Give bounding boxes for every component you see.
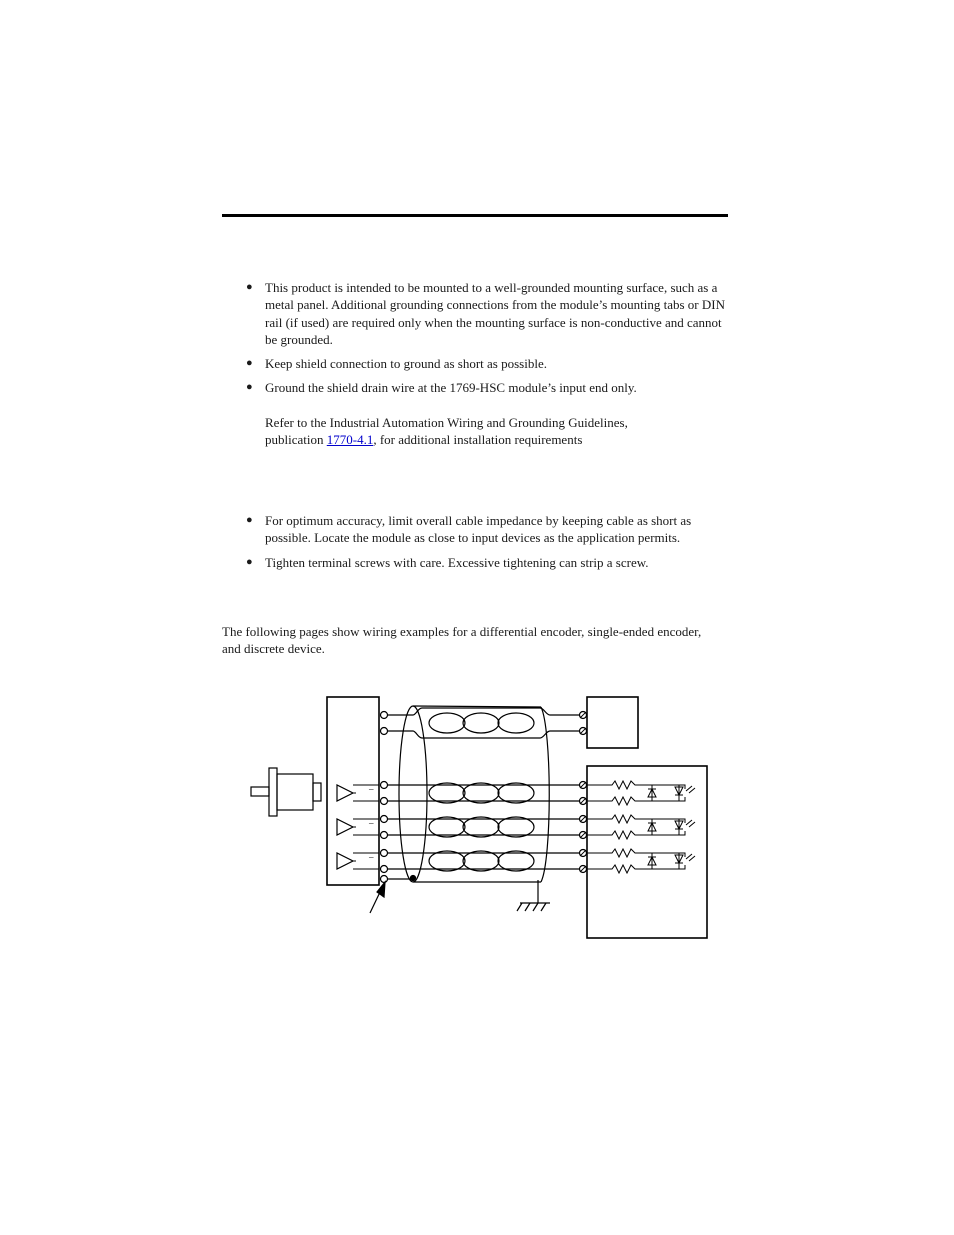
examples-intro: The following pages show wiring examples for a differential encoder, single-ended encoder, and discrete device. [222,624,702,657]
ground-symbol [517,880,550,911]
arrow-icon [370,882,385,913]
bullet-icon: ● [246,357,253,370]
list-item: ● Ground the shield drain wire at the 1769-HSC module’s input end only. [246,380,637,396]
list-item: ● Tighten terminal screws with care. Excessive tightening can strip a screw. [246,554,649,570]
bullet-icon: ● [246,381,253,394]
module-box [587,766,707,938]
reference-note: Refer to the Industrial Automation Wiring and Grounding Guidelines, publication 1770-4.1, for additional installation requirements [265,415,628,448]
minus-sign: – [369,852,374,862]
shield-drain-junction [411,876,416,881]
input-circuits [587,781,695,873]
minus-sign: – [369,818,374,828]
module-terminals [580,712,587,873]
list-item: ● Keep shield connection to ground as short as possible. [246,356,547,372]
cable-wires [388,708,579,879]
bullet-icon: ● [246,555,253,568]
encoder-terminals [381,712,388,883]
list-item: ● This product is intended to be mounted to a well-grounded mounting surface, such as a metal panel. Additional grounding connections from the module’s mounting tabs or DIN rail (if used) are required only when the mounting surface is non-conductive and cannot be grounded. [246,280,725,347]
power-supply-box [587,697,638,748]
publication-link[interactable]: 1770-4.1 [326,432,374,448]
list-item: ● For optimum accuracy, limit overall cable impedance by keeping cable as short as possible. Locate the module as close to input devices as the application permits. [246,513,692,546]
minus-sign: – [369,784,374,794]
twisted-pairs [429,713,534,871]
bullet-icon: ● [246,514,253,526]
bullet-icon: ● [246,281,253,293]
encoder-icon [251,768,321,816]
